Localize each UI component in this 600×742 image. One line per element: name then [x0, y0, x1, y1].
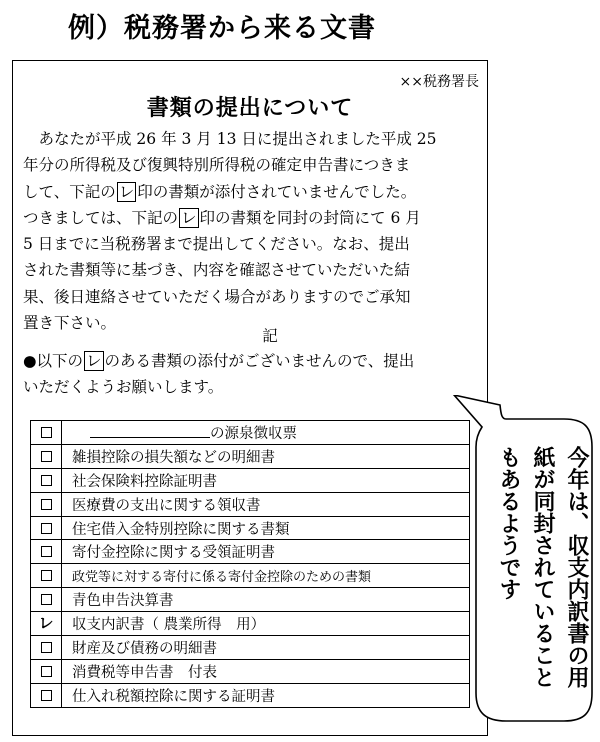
checklist-label-text: 財産及び債務の明細書	[72, 640, 217, 657]
checkbox-cell	[31, 684, 62, 707]
checklist-row	[31, 684, 469, 707]
checkbox-cell	[31, 636, 62, 659]
checklist-row	[31, 540, 469, 564]
body-line-text: つきましては、下記の	[23, 208, 179, 227]
sender-office: ××税務署長	[399, 74, 479, 90]
checklist-label	[62, 494, 261, 515]
bubble-text-column: 今年は、収支内訳書の用	[564, 446, 589, 688]
checklist-label-text: 青色申告決算書	[72, 593, 174, 610]
checklist-label	[62, 637, 217, 658]
checkbox-cell	[31, 445, 62, 468]
body-line-text: あなたが平成 26 年 3 月 13 日に提出されました平成 25	[23, 130, 437, 148]
checklist-label-text: 収支内訳書（ 農業所得 用）	[72, 617, 266, 634]
checklist-label-text: 医療費の支出に関する領収書	[72, 497, 261, 514]
checkbox-cell	[31, 660, 62, 683]
empty-checkbox-icon	[41, 475, 52, 486]
checklist-label	[62, 566, 371, 585]
checkbox-cell	[31, 540, 62, 563]
empty-checkbox-icon	[41, 427, 52, 438]
empty-checkbox-icon	[41, 499, 52, 510]
notice-text	[23, 348, 481, 400]
checklist-row	[31, 469, 469, 493]
body-line-text: して、下記の	[23, 182, 116, 201]
body-line	[23, 284, 481, 310]
notice-line-2: いただくようお願いします。	[23, 378, 224, 396]
checklist-row	[31, 445, 469, 469]
body-line	[23, 257, 481, 283]
checklist-label-text: の源泉徴収票	[210, 425, 297, 442]
checklist-label-text: 仕入れ税額控除に関する証明書	[72, 688, 275, 705]
notice-line-1-pre: ●以下の	[23, 352, 84, 370]
check-mark-box: レ	[118, 182, 135, 201]
body-line-text: 年分の所得税及び復興特別所得税の確定申告書につきま	[23, 156, 411, 175]
check-mark-box: レ	[181, 208, 197, 227]
checklist-label	[62, 613, 265, 634]
checklist-label-text: 寄付金控除に関する受領証明書	[72, 545, 275, 562]
page-heading: 例）税務署から来る文書	[68, 13, 376, 44]
ki-heading: 記	[262, 327, 278, 345]
body-line-text: 果、後日連絡させていただく場合がありますのでご承知	[23, 287, 411, 306]
checklist-row	[31, 588, 469, 612]
checkbox-cell	[31, 517, 62, 540]
blank-fill-line	[90, 425, 210, 438]
checklist-label	[62, 661, 217, 682]
body-line-text: 置き下さい。	[23, 314, 117, 333]
empty-checkbox-icon	[41, 570, 52, 581]
body-line-text: された書類等に基づき、内容を確認させていただいた結	[23, 261, 410, 280]
notice-line-1	[23, 348, 481, 374]
checklist-label-text: 政党等に対する寄付に係る寄付金控除のための書類	[72, 570, 372, 586]
checklist-label	[62, 541, 275, 562]
bubble-text-column: 紙が同封されていること	[530, 446, 555, 688]
checklist-row	[31, 564, 469, 588]
empty-checkbox-icon	[41, 642, 52, 653]
empty-checkbox-icon	[41, 523, 52, 534]
checkbox-cell	[31, 588, 62, 611]
empty-checkbox-icon	[41, 594, 52, 605]
body-line	[23, 126, 481, 152]
checklist-label-text: 社会保険料控除証明書	[72, 473, 217, 490]
checklist-label	[62, 422, 297, 443]
checklist-row	[31, 421, 469, 445]
body-line	[23, 231, 481, 257]
checklist-label-text: 雑損控除の損失額などの明細書	[72, 449, 275, 466]
bubble-text-column: もあるようです	[496, 446, 521, 600]
checklist-row	[31, 660, 469, 684]
notice-line-1-post: のある書類の添付がございませんので、提出	[104, 352, 415, 370]
checklist-label-text: 住宅借入金特別控除に関する書類	[72, 521, 290, 538]
checklist-label	[62, 518, 290, 539]
checklist-label	[62, 470, 217, 491]
letter-body	[23, 126, 481, 336]
checkbox-cell	[31, 612, 62, 635]
checkbox-cell	[31, 564, 62, 587]
body-line-text: 5 日までに当税務署まで提出してください。なお、提出	[23, 235, 410, 254]
checkbox-cell	[31, 493, 62, 516]
checklist-row	[31, 636, 469, 660]
checklist-label-text: 消費税等申告書 付表	[72, 664, 217, 681]
empty-checkbox-icon	[41, 451, 52, 462]
empty-checkbox-icon	[41, 666, 52, 677]
checklist-row	[31, 493, 469, 517]
check-mark-box: レ	[86, 352, 102, 370]
document-checklist	[30, 420, 470, 708]
body-line	[23, 205, 481, 231]
checklist-label	[62, 589, 174, 610]
body-line	[23, 179, 481, 205]
checklist-label	[62, 685, 275, 706]
checklist-row	[31, 517, 469, 541]
check-mark-icon: レ	[38, 614, 54, 633]
letter-title: 書類の提出について	[146, 96, 354, 121]
body-line	[23, 152, 481, 178]
body-line-text: 印の書類が添付されていませんでした。	[137, 182, 417, 201]
checklist-row	[31, 612, 469, 636]
checkbox-cell	[31, 421, 62, 444]
checkbox-cell	[31, 469, 62, 492]
empty-checkbox-icon	[41, 690, 52, 701]
empty-checkbox-icon	[41, 546, 52, 557]
checklist-label	[62, 446, 275, 467]
body-line-text: 印の書類を同封の封筒にて 6 月	[199, 208, 421, 227]
